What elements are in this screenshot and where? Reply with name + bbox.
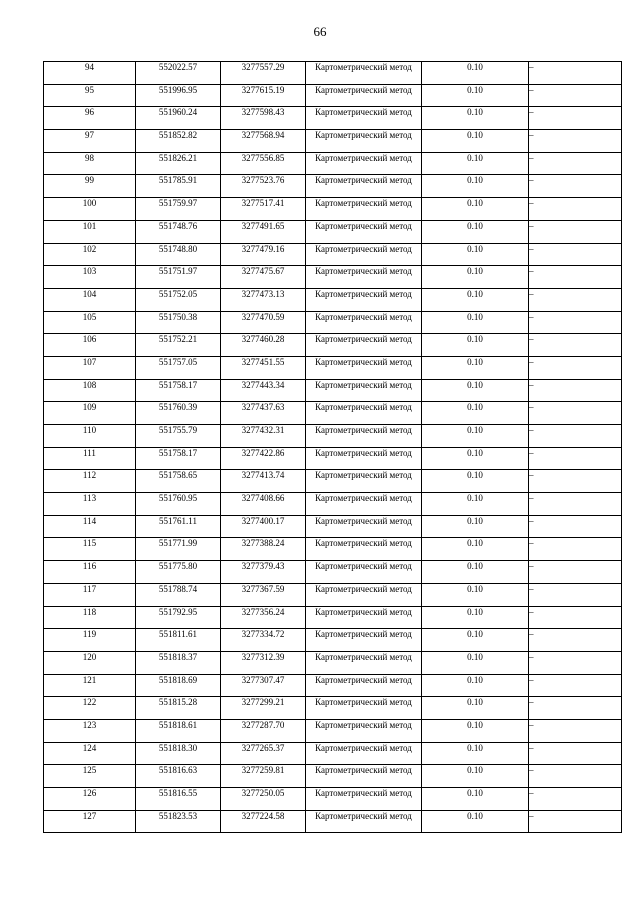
description-cell: – — [529, 152, 622, 175]
y-coordinate-cell: 3277437.63 — [221, 402, 306, 425]
y-coordinate-cell: 3277422.86 — [221, 447, 306, 470]
y-coordinate-cell: 3277523.76 — [221, 175, 306, 198]
description-cell: – — [529, 697, 622, 720]
point-number-cell: 96 — [44, 107, 136, 130]
y-coordinate-cell: 3277400.17 — [221, 515, 306, 538]
table-row — [44, 402, 622, 425]
method-cell: Картометрический метод — [306, 583, 422, 606]
description-cell: – — [529, 674, 622, 697]
point-number-cell: 121 — [44, 674, 136, 697]
table-row — [44, 674, 622, 697]
method-cell: Картометрический метод — [306, 515, 422, 538]
accuracy-cell: 0.10 — [422, 606, 529, 629]
coordinates-table-body — [44, 62, 622, 833]
y-coordinate-cell: 3277312.39 — [221, 651, 306, 674]
point-number-cell: 120 — [44, 651, 136, 674]
y-coordinate-cell: 3277224.58 — [221, 810, 306, 833]
x-coordinate-cell: 551826.21 — [136, 152, 221, 175]
method-cell: Картометрический метод — [306, 198, 422, 221]
point-number-cell: 119 — [44, 629, 136, 652]
y-coordinate-cell: 3277413.74 — [221, 470, 306, 493]
point-number-cell: 105 — [44, 311, 136, 334]
description-cell: – — [529, 288, 622, 311]
table-row — [44, 379, 622, 402]
table-row — [44, 266, 622, 289]
point-number-cell: 98 — [44, 152, 136, 175]
accuracy-cell: 0.10 — [422, 311, 529, 334]
method-cell: Картометрический метод — [306, 266, 422, 289]
method-cell: Картометрический метод — [306, 810, 422, 833]
point-number-cell: 110 — [44, 425, 136, 448]
point-number-cell: 116 — [44, 561, 136, 584]
point-number-cell: 124 — [44, 742, 136, 765]
table-row — [44, 84, 622, 107]
point-number-cell: 123 — [44, 719, 136, 742]
x-coordinate-cell: 551996.95 — [136, 84, 221, 107]
y-coordinate-cell: 3277615.19 — [221, 84, 306, 107]
table-row — [44, 788, 622, 811]
table-row — [44, 493, 622, 516]
table-row — [44, 311, 622, 334]
x-coordinate-cell: 552022.57 — [136, 62, 221, 85]
coordinates-table — [43, 61, 622, 833]
x-coordinate-cell: 551750.38 — [136, 311, 221, 334]
table-row — [44, 629, 622, 652]
description-cell: – — [529, 266, 622, 289]
method-cell: Картометрический метод — [306, 402, 422, 425]
y-coordinate-cell: 3277250.05 — [221, 788, 306, 811]
y-coordinate-cell: 3277287.70 — [221, 719, 306, 742]
y-coordinate-cell: 3277259.81 — [221, 765, 306, 788]
accuracy-cell: 0.10 — [422, 266, 529, 289]
table-row — [44, 425, 622, 448]
description-cell: – — [529, 629, 622, 652]
table-row — [44, 515, 622, 538]
x-coordinate-cell: 551815.28 — [136, 697, 221, 720]
table-row — [44, 334, 622, 357]
description-cell: – — [529, 470, 622, 493]
method-cell: Картометрический метод — [306, 742, 422, 765]
point-number-cell: 111 — [44, 447, 136, 470]
y-coordinate-cell: 3277367.59 — [221, 583, 306, 606]
method-cell: Картометрический метод — [306, 719, 422, 742]
point-number-cell: 104 — [44, 288, 136, 311]
x-coordinate-cell: 551788.74 — [136, 583, 221, 606]
point-number-cell: 126 — [44, 788, 136, 811]
point-number-cell: 102 — [44, 243, 136, 266]
description-cell: – — [529, 765, 622, 788]
description-cell: – — [529, 719, 622, 742]
point-number-cell: 112 — [44, 470, 136, 493]
method-cell: Картометрический метод — [306, 606, 422, 629]
method-cell: Картометрический метод — [306, 765, 422, 788]
method-cell: Картометрический метод — [306, 447, 422, 470]
point-number-cell: 97 — [44, 130, 136, 153]
y-coordinate-cell: 3277451.55 — [221, 356, 306, 379]
y-coordinate-cell: 3277460.28 — [221, 334, 306, 357]
table-row — [44, 810, 622, 833]
point-number-cell: 94 — [44, 62, 136, 85]
description-cell: – — [529, 311, 622, 334]
y-coordinate-cell: 3277479.16 — [221, 243, 306, 266]
accuracy-cell: 0.10 — [422, 84, 529, 107]
accuracy-cell: 0.10 — [422, 561, 529, 584]
method-cell: Картометрический метод — [306, 788, 422, 811]
accuracy-cell: 0.10 — [422, 470, 529, 493]
description-cell: – — [529, 606, 622, 629]
accuracy-cell: 0.10 — [422, 583, 529, 606]
x-coordinate-cell: 551748.76 — [136, 220, 221, 243]
point-number-cell: 99 — [44, 175, 136, 198]
method-cell: Картометрический метод — [306, 651, 422, 674]
table-row — [44, 561, 622, 584]
point-number-cell: 108 — [44, 379, 136, 402]
y-coordinate-cell: 3277265.37 — [221, 742, 306, 765]
accuracy-cell: 0.10 — [422, 674, 529, 697]
x-coordinate-cell: 551816.63 — [136, 765, 221, 788]
description-cell: – — [529, 107, 622, 130]
method-cell: Картометрический метод — [306, 425, 422, 448]
method-cell: Картометрический метод — [306, 62, 422, 85]
description-cell: – — [529, 334, 622, 357]
x-coordinate-cell: 551751.97 — [136, 266, 221, 289]
accuracy-cell: 0.10 — [422, 152, 529, 175]
accuracy-cell: 0.10 — [422, 62, 529, 85]
point-number-cell: 114 — [44, 515, 136, 538]
accuracy-cell: 0.10 — [422, 379, 529, 402]
x-coordinate-cell: 551960.24 — [136, 107, 221, 130]
accuracy-cell: 0.10 — [422, 107, 529, 130]
accuracy-cell: 0.10 — [422, 765, 529, 788]
description-cell: – — [529, 402, 622, 425]
x-coordinate-cell: 551792.95 — [136, 606, 221, 629]
y-coordinate-cell: 3277432.31 — [221, 425, 306, 448]
description-cell: – — [529, 84, 622, 107]
x-coordinate-cell: 551758.17 — [136, 379, 221, 402]
x-coordinate-cell: 551760.95 — [136, 493, 221, 516]
method-cell: Картометрический метод — [306, 175, 422, 198]
table-row — [44, 719, 622, 742]
point-number-cell: 122 — [44, 697, 136, 720]
accuracy-cell: 0.10 — [422, 334, 529, 357]
point-number-cell: 109 — [44, 402, 136, 425]
description-cell: – — [529, 515, 622, 538]
y-coordinate-cell: 3277334.72 — [221, 629, 306, 652]
accuracy-cell: 0.10 — [422, 493, 529, 516]
y-coordinate-cell: 3277475.67 — [221, 266, 306, 289]
point-number-cell: 106 — [44, 334, 136, 357]
x-coordinate-cell: 551748.80 — [136, 243, 221, 266]
point-number-cell: 125 — [44, 765, 136, 788]
method-cell: Картометрический метод — [306, 243, 422, 266]
point-number-cell: 103 — [44, 266, 136, 289]
y-coordinate-cell: 3277491.65 — [221, 220, 306, 243]
y-coordinate-cell: 3277517.41 — [221, 198, 306, 221]
table-row — [44, 175, 622, 198]
accuracy-cell: 0.10 — [422, 538, 529, 561]
x-coordinate-cell: 551818.61 — [136, 719, 221, 742]
y-coordinate-cell: 3277473.13 — [221, 288, 306, 311]
description-cell: – — [529, 788, 622, 811]
x-coordinate-cell: 551755.79 — [136, 425, 221, 448]
y-coordinate-cell: 3277568.94 — [221, 130, 306, 153]
x-coordinate-cell: 551758.65 — [136, 470, 221, 493]
accuracy-cell: 0.10 — [422, 288, 529, 311]
table-row — [44, 447, 622, 470]
description-cell: – — [529, 220, 622, 243]
description-cell: – — [529, 493, 622, 516]
method-cell: Картометрический метод — [306, 130, 422, 153]
method-cell: Картометрический метод — [306, 84, 422, 107]
accuracy-cell: 0.10 — [422, 402, 529, 425]
table-row — [44, 107, 622, 130]
accuracy-cell: 0.10 — [422, 629, 529, 652]
x-coordinate-cell: 551811.61 — [136, 629, 221, 652]
description-cell: – — [529, 425, 622, 448]
table-row — [44, 697, 622, 720]
y-coordinate-cell: 3277299.21 — [221, 697, 306, 720]
x-coordinate-cell: 551816.55 — [136, 788, 221, 811]
table-row — [44, 742, 622, 765]
method-cell: Картометрический метод — [306, 311, 422, 334]
description-cell: – — [529, 130, 622, 153]
x-coordinate-cell: 551818.30 — [136, 742, 221, 765]
accuracy-cell: 0.10 — [422, 810, 529, 833]
table-row — [44, 198, 622, 221]
method-cell: Картометрический метод — [306, 629, 422, 652]
y-coordinate-cell: 3277598.43 — [221, 107, 306, 130]
table-row — [44, 220, 622, 243]
description-cell: – — [529, 175, 622, 198]
accuracy-cell: 0.10 — [422, 243, 529, 266]
x-coordinate-cell: 551852.82 — [136, 130, 221, 153]
y-coordinate-cell: 3277388.24 — [221, 538, 306, 561]
description-cell: – — [529, 62, 622, 85]
method-cell: Картометрический метод — [306, 538, 422, 561]
x-coordinate-cell: 551775.80 — [136, 561, 221, 584]
point-number-cell: 118 — [44, 606, 136, 629]
method-cell: Картометрический метод — [306, 470, 422, 493]
table-row — [44, 152, 622, 175]
description-cell: – — [529, 243, 622, 266]
accuracy-cell: 0.10 — [422, 651, 529, 674]
description-cell: – — [529, 742, 622, 765]
table-row — [44, 62, 622, 85]
y-coordinate-cell: 3277379.43 — [221, 561, 306, 584]
table-row — [44, 538, 622, 561]
accuracy-cell: 0.10 — [422, 175, 529, 198]
table-row — [44, 583, 622, 606]
x-coordinate-cell: 551760.39 — [136, 402, 221, 425]
page-number: 66 — [313, 24, 327, 39]
accuracy-cell: 0.10 — [422, 425, 529, 448]
accuracy-cell: 0.10 — [422, 356, 529, 379]
method-cell: Картометрический метод — [306, 379, 422, 402]
method-cell: Картометрический метод — [306, 697, 422, 720]
table-row — [44, 130, 622, 153]
point-number-cell: 117 — [44, 583, 136, 606]
table-row — [44, 470, 622, 493]
x-coordinate-cell: 551752.05 — [136, 288, 221, 311]
point-number-cell: 127 — [44, 810, 136, 833]
description-cell: – — [529, 538, 622, 561]
method-cell: Картометрический метод — [306, 561, 422, 584]
method-cell: Картометрический метод — [306, 107, 422, 130]
y-coordinate-cell: 3277356.24 — [221, 606, 306, 629]
description-cell: – — [529, 810, 622, 833]
description-cell: – — [529, 651, 622, 674]
x-coordinate-cell: 551818.37 — [136, 651, 221, 674]
x-coordinate-cell: 551785.91 — [136, 175, 221, 198]
accuracy-cell: 0.10 — [422, 788, 529, 811]
point-number-cell: 101 — [44, 220, 136, 243]
y-coordinate-cell: 3277307.47 — [221, 674, 306, 697]
method-cell: Картометрический метод — [306, 288, 422, 311]
point-number-cell: 107 — [44, 356, 136, 379]
table-row — [44, 765, 622, 788]
accuracy-cell: 0.10 — [422, 742, 529, 765]
x-coordinate-cell: 551758.17 — [136, 447, 221, 470]
point-number-cell: 100 — [44, 198, 136, 221]
x-coordinate-cell: 551818.69 — [136, 674, 221, 697]
method-cell: Картометрический метод — [306, 493, 422, 516]
table-row — [44, 651, 622, 674]
accuracy-cell: 0.10 — [422, 515, 529, 538]
accuracy-cell: 0.10 — [422, 220, 529, 243]
x-coordinate-cell: 551759.97 — [136, 198, 221, 221]
table-row — [44, 356, 622, 379]
accuracy-cell: 0.10 — [422, 719, 529, 742]
method-cell: Картометрический метод — [306, 356, 422, 379]
point-number-cell: 95 — [44, 84, 136, 107]
table-row — [44, 288, 622, 311]
x-coordinate-cell: 551823.53 — [136, 810, 221, 833]
accuracy-cell: 0.10 — [422, 697, 529, 720]
description-cell: – — [529, 447, 622, 470]
description-cell: – — [529, 379, 622, 402]
description-cell: – — [529, 198, 622, 221]
method-cell: Картометрический метод — [306, 334, 422, 357]
accuracy-cell: 0.10 — [422, 130, 529, 153]
accuracy-cell: 0.10 — [422, 198, 529, 221]
table-row — [44, 606, 622, 629]
x-coordinate-cell: 551757.05 — [136, 356, 221, 379]
y-coordinate-cell: 3277557.29 — [221, 62, 306, 85]
x-coordinate-cell: 551752.21 — [136, 334, 221, 357]
y-coordinate-cell: 3277470.59 — [221, 311, 306, 334]
method-cell: Картометрический метод — [306, 674, 422, 697]
description-cell: – — [529, 583, 622, 606]
y-coordinate-cell: 3277408.66 — [221, 493, 306, 516]
y-coordinate-cell: 3277556.85 — [221, 152, 306, 175]
description-cell: – — [529, 356, 622, 379]
x-coordinate-cell: 551761.11 — [136, 515, 221, 538]
x-coordinate-cell: 551771.99 — [136, 538, 221, 561]
description-cell: – — [529, 561, 622, 584]
method-cell: Картометрический метод — [306, 220, 422, 243]
point-number-cell: 113 — [44, 493, 136, 516]
method-cell: Картометрический метод — [306, 152, 422, 175]
table-row — [44, 243, 622, 266]
point-number-cell: 115 — [44, 538, 136, 561]
accuracy-cell: 0.10 — [422, 447, 529, 470]
y-coordinate-cell: 3277443.34 — [221, 379, 306, 402]
